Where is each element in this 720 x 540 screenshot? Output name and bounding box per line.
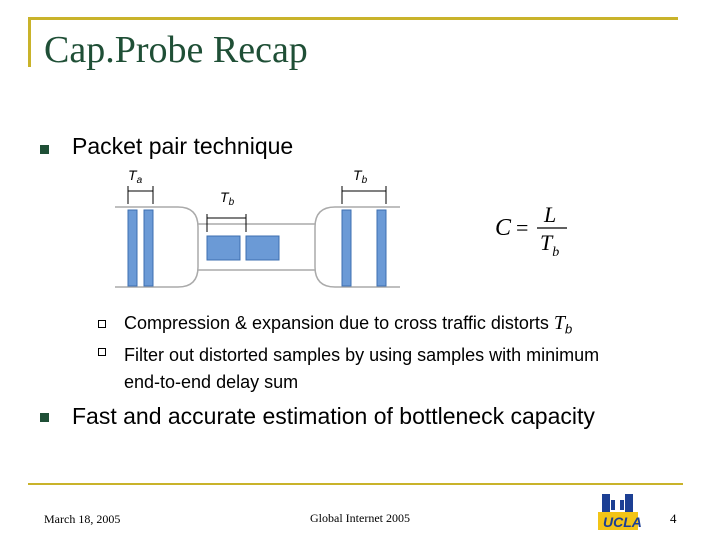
right-packet-2 — [377, 210, 386, 286]
label-ta: $T_a$ — [128, 167, 143, 186]
right-packet-1 — [342, 210, 351, 286]
bullet-marker-1 — [40, 145, 49, 154]
left-pipe-outline — [115, 207, 198, 287]
label-tb-right: $T_b$ — [353, 167, 368, 186]
bullet-fast-accurate: Fast and accurate estimation of bottleneck capacity — [72, 403, 595, 429]
footer-event: Global Internet 2005 — [310, 511, 410, 525]
slide-title: Cap.Probe Recap — [44, 29, 308, 71]
left-packet-2 — [144, 210, 153, 286]
svg-text:C: C — [495, 215, 512, 241]
left-packet-1 — [128, 210, 137, 286]
sub-bullet-marker-1 — [98, 320, 106, 328]
page-number: 4 — [670, 511, 677, 526]
bottleneck-packet-1 — [207, 236, 240, 260]
capacity-formula — [490, 195, 580, 265]
bullet-marker-2 — [40, 413, 49, 422]
right-pipe-outline — [315, 207, 400, 287]
svg-text:L: L — [544, 202, 557, 227]
sub-bullet-compression: Compression & expansion due to cross traffic distorts $T_b$ — [124, 312, 573, 337]
bottleneck-packet-2 — [246, 236, 279, 260]
title-frame-top-line — [28, 17, 678, 20]
footer-divider — [28, 483, 683, 485]
sub-bullet-filter: Filter out distorted samples by using samples with minimum end-to-end delay sum — [124, 345, 600, 392]
footer-date: March 18, 2005 — [44, 512, 121, 526]
packet-pair-diagram — [110, 160, 410, 295]
label-tb-middle: $T_b$ — [220, 189, 235, 208]
svg-text:Tb: $T_b$ — [540, 230, 560, 260]
svg-text:=: = — [516, 215, 529, 240]
title-frame-left-line — [28, 17, 31, 67]
ucla-logo — [595, 490, 645, 534]
svg-text:UCLA: UCLA — [603, 514, 642, 530]
sub-bullet-marker-2 — [98, 348, 106, 356]
bullet-packet-pair: Packet pair technique — [72, 133, 294, 159]
